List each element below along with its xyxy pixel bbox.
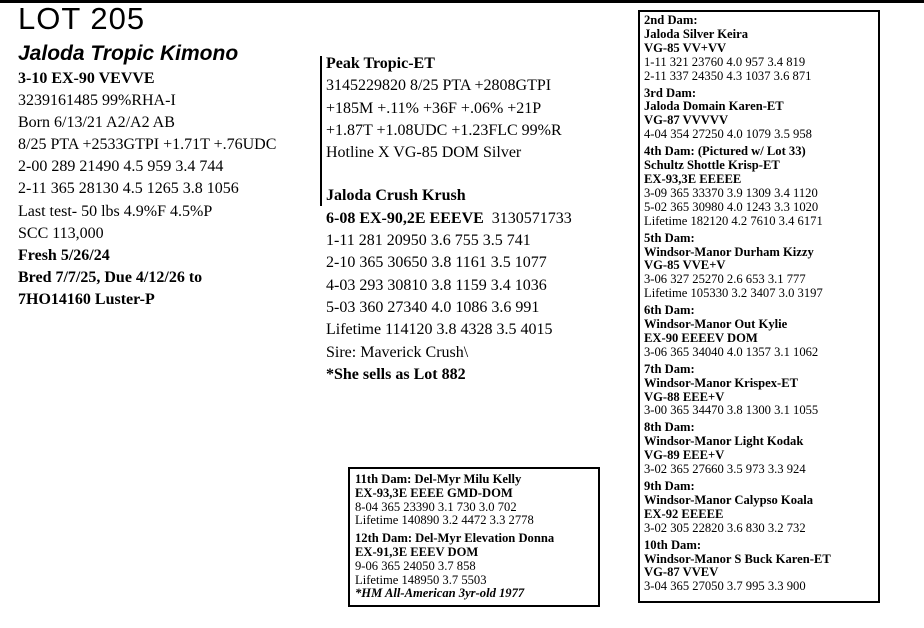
ancestor-record: Lifetime 140890 3.2 4472 3.3 2778 [355,513,534,528]
ancestor-name: Windsor-Manor Out Kylie [644,317,788,332]
ancestor-record: Lifetime 148950 3.7 5503 [355,572,487,587]
ancestor-classification: VG-87 VVEV [644,565,719,580]
ancestor-classification: VG-85 VVE+V [644,258,726,273]
ancestor-header: 2nd Dam: [644,13,698,27]
ancestor-classification: VG-85 VV+VV [644,40,727,55]
ancestor-header: 5th Dam: [644,230,695,245]
sire-name: Peak Tropic-ET [326,55,435,72]
ancestor-header: 3rd Dam: [644,85,697,100]
ancestor-classification: EX-93,3E EEEE GMD-DOM [355,485,513,500]
detail-line: Bred 7/7/25, Due 4/12/26 to [18,268,203,286]
ancestor-record: 3-00 365 34470 3.8 1300 3.1 1055 [644,403,819,418]
ancestor-header: 12th Dam: Del-Myr Elevation Donna [355,531,555,546]
ancestor-record: 3-02 305 22820 3.6 830 3.2 732 [644,520,806,535]
pedigree-bracket [320,56,322,206]
ancestor-classification: EX-93,3E EEEEE [644,171,742,186]
ancestor-entry [644,14,831,84]
ancestor-entry [355,473,554,528]
ancestor-classification: VG-89 EEE+V [644,448,725,463]
detail-line: Born 6/13/21 A2/A2 AB [18,114,175,132]
detail-line: 2-00 289 21490 4.5 959 3.4 744 [18,158,224,176]
ancestor-entry [644,232,831,302]
animal-name: Jaloda Tropic Kimono [18,42,239,65]
ancestor-entry [644,363,831,419]
ancestor-entry [644,304,831,360]
ancestor-header: 9th Dam: [644,479,695,493]
sire-line: +185M +.11% +36F +.06% +21P [326,99,542,117]
detail-line: Last test- 50 lbs 4.9%F 4.5%P [18,202,213,220]
ancestor-record: 9-06 365 24050 3.7 858 [355,558,476,573]
ancestor-classification: EX-91,3E EEEV DOM [355,544,479,559]
award-note: *HM All-American 3yr-old 1977 [355,586,525,601]
ancestor-record: 8-04 365 23390 3.1 730 3.0 702 [355,499,517,514]
dam-class-bold: 6-08 EX-90,2E EEEVE [326,209,484,227]
ancestor-name: Windsor-Manor Krispex-ET [644,375,799,390]
ancestor-classification: EX-90 EEEEV DOM [644,330,758,345]
sire-line: Hotline X VG-85 DOM Silver [326,144,522,162]
ancestor-name: Schultz Shottle Krisp-ET [644,158,780,173]
ancestor-header: 6th Dam: [644,303,695,318]
dam-classification [326,208,572,230]
sire-line: 3145229820 8/25 PTA +2808GTPI [326,77,552,95]
dam-sire: Sire: Maverick Crush\ [326,343,469,361]
ancestor-header: 7th Dam: [644,361,695,376]
ancestor-record: 4-04 354 27250 4.0 1079 3.5 958 [644,127,812,142]
ancestor-record: 2-11 337 24350 4.3 1037 3.6 871 [644,68,812,83]
ancestor-record: 1-11 321 23760 4.0 957 3.4 819 [644,54,806,69]
dam-record: 5-03 360 27340 4.0 1086 3.6 991 [326,298,540,316]
ancestor-record: 3-02 365 27660 3.5 973 3.3 924 [644,462,806,477]
dam-note: *She sells as Lot 882 [326,365,466,383]
ancestor-entry [644,480,831,536]
ancestor-record: 3-06 327 25270 2.6 653 3.1 777 [644,272,806,287]
detail-line: 2-11 365 28130 4.5 1265 3.8 1056 [18,180,239,198]
detail-line: 3-10 EX-90 VEVVE [18,70,155,87]
ancestor-header: 10th Dam: [644,537,702,552]
ancestor-header: 4th Dam: (Pictured w/ Lot 33) [644,144,806,159]
lot-number: LOT 205 [18,1,146,36]
ancestor-record: 3-09 365 33370 3.9 1309 3.4 1120 [644,185,818,200]
ancestor-name: Windsor-Manor Durham Kizzy [644,244,814,259]
detail-line: 7HO14160 Luster-P [18,290,155,308]
detail-line: Fresh 5/26/24 [18,246,110,264]
detail-line: SCC 113,000 [18,224,104,242]
dam-name: Jaloda Crush Krush [326,187,466,205]
ancestor-record: 5-02 365 30980 4.0 1243 3.3 1020 [644,199,819,214]
ancestor-name: Jaloda Domain Karen-ET [644,99,784,114]
ancestor-entry [644,87,831,143]
ancestor-record: Lifetime 105330 3.2 3407 3.0 3197 [644,286,823,301]
ancestor-entry [355,532,554,587]
spacer [326,164,572,185]
ancestor-classification: VG-87 VVVVV [644,113,729,128]
ancestor-name: Windsor-Manor Calypso Koala [644,492,814,507]
dam-record: 2-10 365 30650 3.8 1161 3.5 1077 [326,254,547,272]
ancestor-record: Lifetime 182120 4.2 7610 3.4 6171 [644,213,823,228]
ancestor-record: 3-06 365 34040 4.0 1357 3.1 1062 [644,344,819,359]
dam-lifetime: Lifetime 114120 3.8 4328 3.5 4015 [326,321,553,339]
ancestors-list [644,14,831,597]
detail-line: 8/25 PTA +2533GTPI +1.71T +.76UDC [18,136,277,154]
ancestor-name: Windsor-Manor Light Kodak [644,434,804,449]
dam-record: 4-03 293 30810 3.8 1159 3.4 1036 [326,276,547,294]
detail-line: 3239161485 99%RHA-I [18,92,176,110]
ancestor-entry [644,145,831,228]
ancestor-name: Jaloda Silver Keira [644,26,749,41]
ancestor-header: 8th Dam: [644,420,695,435]
dam-reg-number: 3130571733 [483,209,572,227]
ancestor-entry [644,421,831,477]
dam-record: 1-11 281 20950 3.6 755 3.5 741 [326,232,531,250]
ancestor-entry [644,539,831,595]
main-details [18,68,276,311]
ancestor-name: Windsor-Manor S Buck Karen-ET [644,551,831,566]
pedigree-middle [326,53,572,386]
ancestor-classification: EX-92 EEEEE [644,506,724,521]
ancestor-record: 3-04 365 27050 3.7 995 3.3 900 [644,579,806,594]
ancestor-classification: VG-88 EEE+V [644,389,725,404]
lower-ancestors-list [355,473,554,601]
sire-line: +1.87T +1.08UDC +1.23FLC 99%R [326,121,562,139]
ancestor-header: 11th Dam: Del-Myr Milu Kelly [355,472,522,486]
